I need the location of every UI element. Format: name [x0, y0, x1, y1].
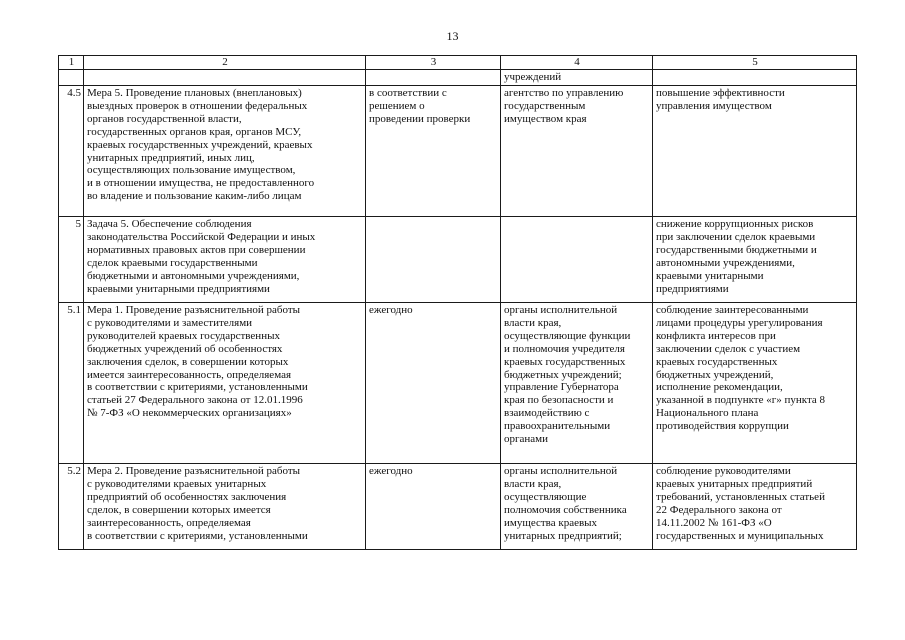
- table-row: [59, 217, 857, 303]
- table-header-row: [59, 56, 857, 70]
- row-number-cell: 4.5: [59, 86, 84, 217]
- row-number-cell: 5.2: [59, 464, 84, 550]
- timing-cell: в соответствии с решением о проведении проверки: [366, 86, 501, 217]
- measure-cell: [84, 70, 366, 86]
- result-cell: [653, 70, 857, 86]
- timing-cell: ежегодно: [366, 464, 501, 550]
- table-row: [59, 303, 857, 464]
- result-cell: соблюдение заинтересованными лицами процедуры урегулирования конфликта интересов при заключении сделок с участием краевых государственных бюджетных учреждений, исполнение рекомендации, указанной в подпункте «г» пункта 8 Национального плана противодействия коррупции: [653, 303, 857, 464]
- executor-cell: учреждений: [501, 70, 653, 86]
- result-cell: повышение эффективности управления имуществом: [653, 86, 857, 217]
- measure-cell: Мера 5. Проведение плановых (внеплановых) выездных проверок в отношении федеральных органов государственной власти, государственных органов края, органов МСУ, краевых государственных учреждений, краевых унитарных предприятий, иных лиц, осуществляющих пользование имуществом, и в отношении имущества, не предоставленного во владение и пользование каким-либо лицам: [84, 86, 366, 217]
- column-header: 2: [84, 56, 366, 70]
- page-number: 13: [446, 29, 459, 43]
- column-header: 4: [501, 56, 653, 70]
- executor-cell: органы исполнительной власти края, осуществляющие функции и полномочия учредителя краевых государственных бюджетных учреждений; управление Губернатора края по безопасности и взаимодействию с правоохранительными органами: [501, 303, 653, 464]
- executor-cell: [501, 217, 653, 303]
- table-row: [59, 86, 857, 217]
- table-row: [59, 70, 857, 86]
- row-number-cell: 5.1: [59, 303, 84, 464]
- column-header: 3: [366, 56, 501, 70]
- result-cell: снижение коррупционных рисков при заключении сделок краевыми государственными бюджетными и автономными учреждениями, краевыми унитарными предприятиями: [653, 217, 857, 303]
- timing-cell: [366, 217, 501, 303]
- measure-cell: Мера 2. Проведение разъяснительной работы с руководителями краевых унитарных предприятий об особенностях заключения сделок, в совершении которых имеется заинтересованность, определяемая в соответствии с критериями, установленными: [84, 464, 366, 550]
- measure-cell: Мера 1. Проведение разъяснительной работы с руководителями и заместителями руководителей краевых государственных бюджетных учреждений об особенностях заключения сделок, в совершении которых имеется заинтересованность, определяемая в соответствии с критериями, установленными статьей 27 Федерального закона от 12.01.1996 № 7-ФЗ «О некоммерческих организациях»: [84, 303, 366, 464]
- executor-cell: агентство по управлению государственным имуществом края: [501, 86, 653, 217]
- column-header: 5: [653, 56, 857, 70]
- table-row: [59, 464, 857, 550]
- timing-cell: [366, 70, 501, 86]
- column-header: 1: [59, 56, 84, 70]
- row-number-cell: 5: [59, 217, 84, 303]
- timing-cell: ежегодно: [366, 303, 501, 464]
- measures-table: [58, 55, 857, 550]
- measure-cell: Задача 5. Обеспечение соблюдения законодательства Российской Федерации и иных нормативных правовых актов при совершении сделок краевыми государственными бюджетными и автономными учреждениями, краевыми унитарными предприятиями: [84, 217, 366, 303]
- row-number-cell: [59, 70, 84, 86]
- executor-cell: органы исполнительной власти края, осуществляющие полномочия собственника имущества краевых унитарных предприятий;: [501, 464, 653, 550]
- result-cell: соблюдение руководителями краевых унитарных предприятий требований, установленных статьей 22 Федерального закона от 14.11.2002 № 161-ФЗ «О государственных и муниципальных: [653, 464, 857, 550]
